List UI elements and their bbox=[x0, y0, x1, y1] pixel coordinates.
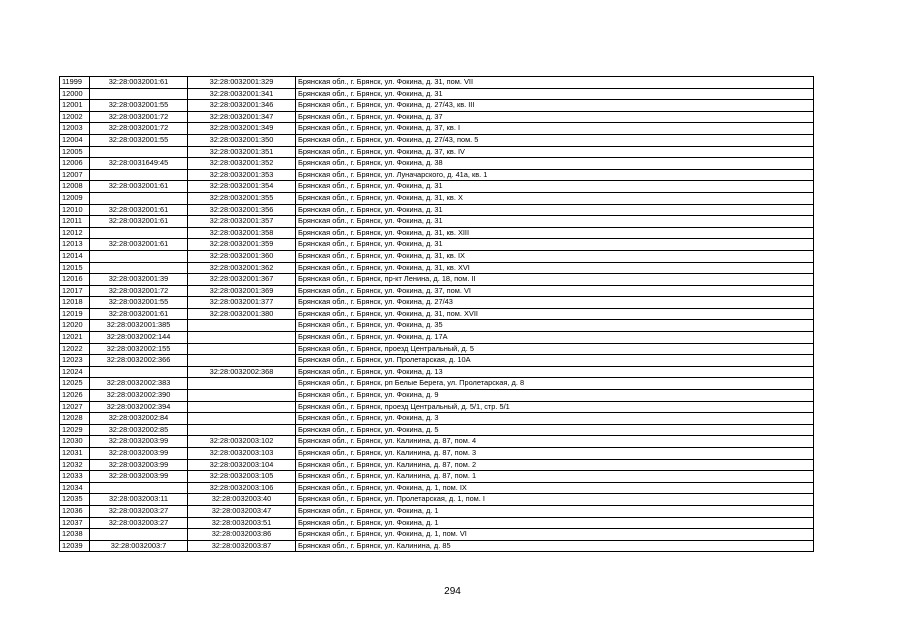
land-parcel-number-cell bbox=[90, 262, 188, 274]
address-cell: Брянская обл., г. Брянск, ул. Фокина, д. 37 bbox=[296, 111, 814, 123]
table-row bbox=[60, 332, 814, 344]
land-parcel-number-cell bbox=[90, 169, 188, 181]
table-row bbox=[60, 146, 814, 158]
table-row bbox=[60, 471, 814, 483]
row-number-cell: 12018 bbox=[60, 297, 90, 309]
land-parcel-number-cell: 32:28:0032002:390 bbox=[90, 390, 188, 402]
land-parcel-number-cell: 32:28:0032002:84 bbox=[90, 413, 188, 425]
table-row bbox=[60, 378, 814, 390]
land-parcel-number-cell: 32:28:0032002:394 bbox=[90, 401, 188, 413]
object-cadastral-number-cell: 32:28:0032003:87 bbox=[188, 540, 296, 552]
table-row bbox=[60, 459, 814, 471]
land-parcel-number-cell: 32:28:0032001:39 bbox=[90, 274, 188, 286]
table-row bbox=[60, 424, 814, 436]
land-parcel-number-cell bbox=[90, 192, 188, 204]
address-cell: Брянская обл., г. Брянск, ул. Калинина, д. 87, пом. 2 bbox=[296, 459, 814, 471]
address-cell: Брянская обл., г. Брянск, ул. Фокина, д. 35 bbox=[296, 320, 814, 332]
address-cell: Брянская обл., г. Брянск, ул. Фокина, д. 31 bbox=[296, 204, 814, 216]
address-cell: Брянская обл., г. Брянск, ул. Калинина, д. 87, пом. 3 bbox=[296, 448, 814, 460]
address-cell: Брянская обл., г. Брянск, ул. Фокина, д. 1 bbox=[296, 517, 814, 529]
object-cadastral-number-cell: 32:28:0032001:346 bbox=[188, 100, 296, 112]
row-number-cell: 12014 bbox=[60, 250, 90, 262]
address-cell: Брянская обл., г. Брянск, ул. Фокина, д. 31, пом. VII bbox=[296, 77, 814, 89]
address-cell: Брянская обл., г. Брянск, ул. Фокина, д. 31 bbox=[296, 181, 814, 193]
table-row bbox=[60, 216, 814, 228]
land-parcel-number-cell bbox=[90, 482, 188, 494]
row-number-cell: 12007 bbox=[60, 169, 90, 181]
address-cell: Брянская обл., г. Брянск, ул. Луначарского, д. 41а, кв. 1 bbox=[296, 169, 814, 181]
table-row bbox=[60, 158, 814, 170]
object-cadastral-number-cell: 32:28:0032003:103 bbox=[188, 448, 296, 460]
object-cadastral-number-cell bbox=[188, 320, 296, 332]
address-cell: Брянская обл., г. Брянск, ул. Фокина, д. 31, кв. X bbox=[296, 192, 814, 204]
row-number-cell: 12012 bbox=[60, 227, 90, 239]
row-number-cell: 12026 bbox=[60, 390, 90, 402]
row-number-cell: 12039 bbox=[60, 540, 90, 552]
row-number-cell: 12010 bbox=[60, 204, 90, 216]
land-parcel-number-cell bbox=[90, 88, 188, 100]
land-parcel-number-cell: 32:28:0032002:366 bbox=[90, 355, 188, 367]
row-number-cell: 12021 bbox=[60, 332, 90, 344]
land-parcel-number-cell bbox=[90, 146, 188, 158]
address-cell: Брянская обл., г. Брянск, ул. Фокина, д. 1, пом. IX bbox=[296, 482, 814, 494]
object-cadastral-number-cell: 32:28:0032001:351 bbox=[188, 146, 296, 158]
table-row bbox=[60, 285, 814, 297]
object-cadastral-number-cell: 32:28:0032001:341 bbox=[188, 88, 296, 100]
row-number-cell: 12001 bbox=[60, 100, 90, 112]
object-cadastral-number-cell bbox=[188, 343, 296, 355]
table-row bbox=[60, 517, 814, 529]
land-parcel-number-cell: 32:28:0032002:383 bbox=[90, 378, 188, 390]
address-cell: Брянская обл., г. Брянск, проезд Центральный, д. 5/1, стр. 5/1 bbox=[296, 401, 814, 413]
table-row bbox=[60, 343, 814, 355]
land-parcel-number-cell: 32:28:0032001:72 bbox=[90, 111, 188, 123]
address-cell: Брянская обл., г. Брянск, ул. Фокина, д. 37, кв. IV bbox=[296, 146, 814, 158]
address-cell: Брянская обл., г. Брянск, ул. Фокина, д. 17А bbox=[296, 332, 814, 344]
row-number-cell: 12028 bbox=[60, 413, 90, 425]
address-cell: Брянская обл., г. Брянск, ул. Фокина, д. 9 bbox=[296, 390, 814, 402]
object-cadastral-number-cell: 32:28:0032001:329 bbox=[188, 77, 296, 89]
land-parcel-number-cell: 32:28:0032002:155 bbox=[90, 343, 188, 355]
land-parcel-number-cell: 32:28:0032003:11 bbox=[90, 494, 188, 506]
table-row bbox=[60, 111, 814, 123]
row-number-cell: 12017 bbox=[60, 285, 90, 297]
land-parcel-number-cell: 32:28:0032003:99 bbox=[90, 471, 188, 483]
address-cell: Брянская обл., г. Брянск, ул. Калинина, д. 85 bbox=[296, 540, 814, 552]
land-parcel-number-cell bbox=[90, 227, 188, 239]
address-cell: Брянская обл., г. Брянск, ул. Фокина, д. 1 bbox=[296, 505, 814, 517]
object-cadastral-number-cell: 32:28:0032001:352 bbox=[188, 158, 296, 170]
row-number-cell: 12003 bbox=[60, 123, 90, 135]
land-parcel-number-cell: 32:28:0031649:45 bbox=[90, 158, 188, 170]
table-row bbox=[60, 436, 814, 448]
row-number-cell: 12004 bbox=[60, 134, 90, 146]
table-row bbox=[60, 192, 814, 204]
object-cadastral-number-cell: 32:28:0032003:86 bbox=[188, 529, 296, 541]
object-cadastral-number-cell: 32:28:0032003:51 bbox=[188, 517, 296, 529]
table-row bbox=[60, 366, 814, 378]
table-row bbox=[60, 239, 814, 251]
address-cell: Брянская обл., г. Брянск, ул. Фокина, д. 5 bbox=[296, 424, 814, 436]
object-cadastral-number-cell: 32:28:0032001:350 bbox=[188, 134, 296, 146]
address-cell: Брянская обл., г. Брянск, ул. Фокина, д. 31, кв. XVI bbox=[296, 262, 814, 274]
table-body bbox=[60, 77, 814, 552]
object-cadastral-number-cell: 32:28:0032001:362 bbox=[188, 262, 296, 274]
object-cadastral-number-cell: 32:28:0032001:380 bbox=[188, 308, 296, 320]
object-cadastral-number-cell: 32:28:0032003:104 bbox=[188, 459, 296, 471]
address-cell: Брянская обл., г. Брянск, ул. Фокина, д. 37, пом. VI bbox=[296, 285, 814, 297]
object-cadastral-number-cell: 32:28:0032001:356 bbox=[188, 204, 296, 216]
row-number-cell: 12015 bbox=[60, 262, 90, 274]
land-parcel-number-cell bbox=[90, 250, 188, 262]
address-cell: Брянская обл., г. Брянск, ул. Фокина, д. 3 bbox=[296, 413, 814, 425]
object-cadastral-number-cell: 32:28:0032001:347 bbox=[188, 111, 296, 123]
address-cell: Брянская обл., г. Брянск, ул. Фокина, д. 37, кв. I bbox=[296, 123, 814, 135]
address-cell: Брянская обл., г. Брянск, ул. Калинина, д. 87, пом. 4 bbox=[296, 436, 814, 448]
object-cadastral-number-cell bbox=[188, 390, 296, 402]
land-parcel-number-cell: 32:28:0032002:85 bbox=[90, 424, 188, 436]
row-number-cell: 12037 bbox=[60, 517, 90, 529]
row-number-cell: 11999 bbox=[60, 77, 90, 89]
row-number-cell: 12006 bbox=[60, 158, 90, 170]
table-row bbox=[60, 401, 814, 413]
row-number-cell: 12022 bbox=[60, 343, 90, 355]
land-parcel-number-cell: 32:28:0032001:61 bbox=[90, 239, 188, 251]
address-cell: Брянская обл., г. Брянск, ул. Фокина, д. 27/43, кв. III bbox=[296, 100, 814, 112]
row-number-cell: 12005 bbox=[60, 146, 90, 158]
row-number-cell: 12030 bbox=[60, 436, 90, 448]
table-row bbox=[60, 390, 814, 402]
table-row bbox=[60, 482, 814, 494]
table-row bbox=[60, 297, 814, 309]
table-row bbox=[60, 494, 814, 506]
address-cell: Брянская обл., г. Брянск, ул. Фокина, д. 31, пом. XVII bbox=[296, 308, 814, 320]
row-number-cell: 12032 bbox=[60, 459, 90, 471]
cadastral-table bbox=[59, 76, 814, 552]
address-cell: Брянская обл., г. Брянск, ул. Пролетарская, д. 10А bbox=[296, 355, 814, 367]
table-row bbox=[60, 77, 814, 89]
page-number: 294 bbox=[444, 586, 461, 597]
land-parcel-number-cell: 32:28:0032001:72 bbox=[90, 285, 188, 297]
land-parcel-number-cell bbox=[90, 366, 188, 378]
row-number-cell: 12013 bbox=[60, 239, 90, 251]
land-parcel-number-cell: 32:28:0032001:55 bbox=[90, 100, 188, 112]
object-cadastral-number-cell: 32:28:0032001:355 bbox=[188, 192, 296, 204]
land-parcel-number-cell: 32:28:0032001:55 bbox=[90, 297, 188, 309]
row-number-cell: 12034 bbox=[60, 482, 90, 494]
object-cadastral-number-cell: 32:28:0032003:102 bbox=[188, 436, 296, 448]
object-cadastral-number-cell: 32:28:0032003:105 bbox=[188, 471, 296, 483]
address-cell: Брянская обл., г. Брянск, ул. Фокина, д. 1, пом. VI bbox=[296, 529, 814, 541]
row-number-cell: 12020 bbox=[60, 320, 90, 332]
row-number-cell: 12023 bbox=[60, 355, 90, 367]
table-row bbox=[60, 274, 814, 286]
address-cell: Брянская обл., г. Брянск, рп Белые Берега, ул. Пролетарская, д. 8 bbox=[296, 378, 814, 390]
object-cadastral-number-cell bbox=[188, 401, 296, 413]
table-row bbox=[60, 505, 814, 517]
address-cell: Брянская обл., г. Брянск, ул. Фокина, д. 31, кв. XIII bbox=[296, 227, 814, 239]
object-cadastral-number-cell: 32:28:0032001:360 bbox=[188, 250, 296, 262]
address-cell: Брянская обл., г. Брянск, ул. Фокина, д. 31, кв. IX bbox=[296, 250, 814, 262]
object-cadastral-number-cell: 32:28:0032003:106 bbox=[188, 482, 296, 494]
land-parcel-number-cell: 32:28:0032003:99 bbox=[90, 459, 188, 471]
land-parcel-number-cell: 32:28:0032001:61 bbox=[90, 181, 188, 193]
table-row bbox=[60, 448, 814, 460]
object-cadastral-number-cell bbox=[188, 355, 296, 367]
land-parcel-number-cell: 32:28:0032003:99 bbox=[90, 436, 188, 448]
object-cadastral-number-cell: 32:28:0032001:357 bbox=[188, 216, 296, 228]
table-row bbox=[60, 134, 814, 146]
land-parcel-number-cell: 32:28:0032003:27 bbox=[90, 517, 188, 529]
row-number-cell: 12035 bbox=[60, 494, 90, 506]
table-row bbox=[60, 169, 814, 181]
row-number-cell: 12016 bbox=[60, 274, 90, 286]
land-parcel-number-cell: 32:28:0032001:61 bbox=[90, 204, 188, 216]
row-number-cell: 12027 bbox=[60, 401, 90, 413]
object-cadastral-number-cell: 32:28:0032001:377 bbox=[188, 297, 296, 309]
table-row bbox=[60, 540, 814, 552]
object-cadastral-number-cell: 32:28:0032001:358 bbox=[188, 227, 296, 239]
object-cadastral-number-cell: 32:28:0032001:367 bbox=[188, 274, 296, 286]
object-cadastral-number-cell: 32:28:0032001:359 bbox=[188, 239, 296, 251]
table-row bbox=[60, 227, 814, 239]
address-cell: Брянская обл., г. Брянск, пр-кт Ленина, д. 18, пом. II bbox=[296, 274, 814, 286]
row-number-cell: 12031 bbox=[60, 448, 90, 460]
table-row bbox=[60, 204, 814, 216]
address-cell: Брянская обл., г. Брянск, ул. Фокина, д. 27/43 bbox=[296, 297, 814, 309]
land-parcel-number-cell: 32:28:0032001:385 bbox=[90, 320, 188, 332]
object-cadastral-number-cell bbox=[188, 378, 296, 390]
table-row bbox=[60, 308, 814, 320]
land-parcel-number-cell bbox=[90, 529, 188, 541]
land-parcel-number-cell: 32:28:0032001:55 bbox=[90, 134, 188, 146]
object-cadastral-number-cell: 32:28:0032003:40 bbox=[188, 494, 296, 506]
address-cell: Брянская обл., г. Брянск, ул. Фокина, д. 13 bbox=[296, 366, 814, 378]
address-cell: Брянская обл., г. Брянск, ул. Фокина, д. 31 bbox=[296, 216, 814, 228]
row-number-cell: 12029 bbox=[60, 424, 90, 436]
land-parcel-number-cell: 32:28:0032002:144 bbox=[90, 332, 188, 344]
object-cadastral-number-cell: 32:28:0032001:354 bbox=[188, 181, 296, 193]
land-parcel-number-cell: 32:28:0032003:99 bbox=[90, 448, 188, 460]
row-number-cell: 12011 bbox=[60, 216, 90, 228]
object-cadastral-number-cell: 32:28:0032001:369 bbox=[188, 285, 296, 297]
row-number-cell: 12025 bbox=[60, 378, 90, 390]
object-cadastral-number-cell: 32:28:0032001:353 bbox=[188, 169, 296, 181]
row-number-cell: 12024 bbox=[60, 366, 90, 378]
address-cell: Брянская обл., г. Брянск, ул. Фокина, д. 38 bbox=[296, 158, 814, 170]
land-parcel-number-cell: 32:28:0032001:72 bbox=[90, 123, 188, 135]
row-number-cell: 12000 bbox=[60, 88, 90, 100]
table-row bbox=[60, 100, 814, 112]
address-cell: Брянская обл., г. Брянск, ул. Калинина, д. 87, пом. 1 bbox=[296, 471, 814, 483]
object-cadastral-number-cell bbox=[188, 332, 296, 344]
object-cadastral-number-cell: 32:28:0032002:368 bbox=[188, 366, 296, 378]
row-number-cell: 12036 bbox=[60, 505, 90, 517]
land-parcel-number-cell: 32:28:0032001:61 bbox=[90, 308, 188, 320]
land-parcel-number-cell: 32:28:0032003:27 bbox=[90, 505, 188, 517]
address-cell: Брянская обл., г. Брянск, ул. Фокина, д. 31 bbox=[296, 239, 814, 251]
land-parcel-number-cell: 32:28:0032001:61 bbox=[90, 216, 188, 228]
table-row bbox=[60, 320, 814, 332]
row-number-cell: 12002 bbox=[60, 111, 90, 123]
table-row bbox=[60, 181, 814, 193]
address-cell: Брянская обл., г. Брянск, ул. Фокина, д. 31 bbox=[296, 88, 814, 100]
object-cadastral-number-cell: 32:28:0032003:47 bbox=[188, 505, 296, 517]
table-row bbox=[60, 529, 814, 541]
table-row bbox=[60, 262, 814, 274]
address-cell: Брянская обл., г. Брянск, проезд Центральный, д. 5 bbox=[296, 343, 814, 355]
table-row bbox=[60, 88, 814, 100]
table-row bbox=[60, 250, 814, 262]
table-row bbox=[60, 413, 814, 425]
land-parcel-number-cell: 32:28:0032003:7 bbox=[90, 540, 188, 552]
object-cadastral-number-cell bbox=[188, 413, 296, 425]
address-cell: Брянская обл., г. Брянск, ул. Пролетарская, д. 1, пом. I bbox=[296, 494, 814, 506]
row-number-cell: 12008 bbox=[60, 181, 90, 193]
row-number-cell: 12019 bbox=[60, 308, 90, 320]
land-parcel-number-cell: 32:28:0032001:61 bbox=[90, 77, 188, 89]
table-row bbox=[60, 355, 814, 367]
address-cell: Брянская обл., г. Брянск, ул. Фокина, д. 27/43, пом. 5 bbox=[296, 134, 814, 146]
row-number-cell: 12038 bbox=[60, 529, 90, 541]
row-number-cell: 12033 bbox=[60, 471, 90, 483]
object-cadastral-number-cell bbox=[188, 424, 296, 436]
object-cadastral-number-cell: 32:28:0032001:349 bbox=[188, 123, 296, 135]
row-number-cell: 12009 bbox=[60, 192, 90, 204]
table-row bbox=[60, 123, 814, 135]
